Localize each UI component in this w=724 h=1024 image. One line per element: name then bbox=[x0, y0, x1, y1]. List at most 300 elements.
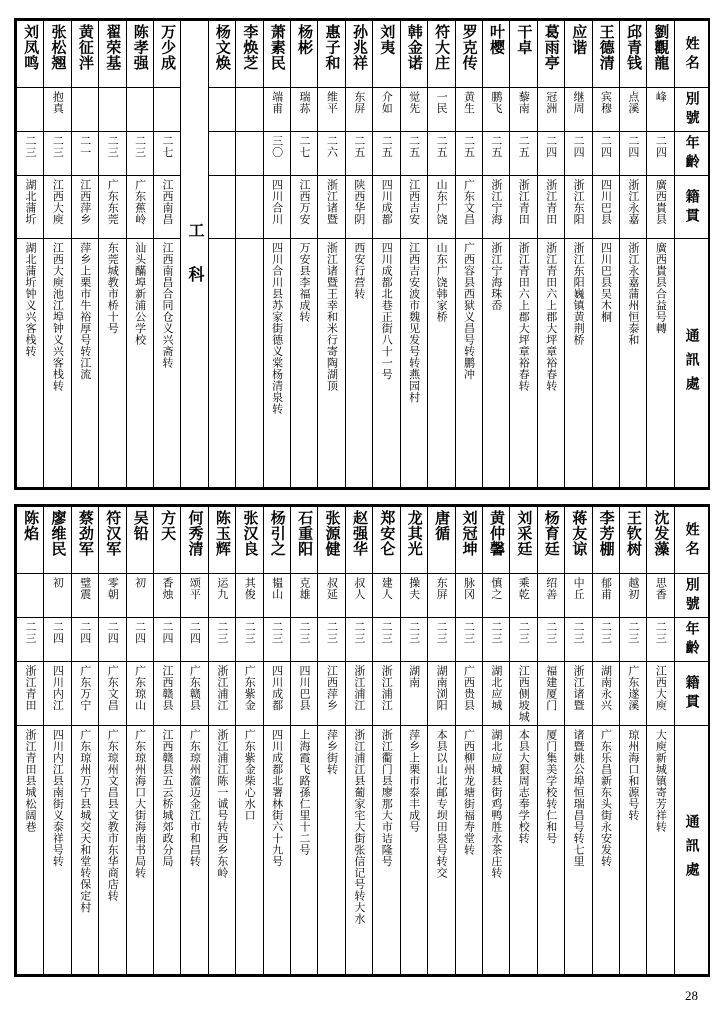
roster-cell-name bbox=[126, 21, 153, 88]
roster-age-text: 二三 bbox=[544, 621, 558, 644]
roster-cell-name bbox=[647, 21, 674, 88]
roster-alias-text: 初 bbox=[51, 577, 65, 589]
roster-cell-name bbox=[236, 21, 263, 88]
roster-cell-age bbox=[428, 132, 455, 176]
roster-cell-alias bbox=[482, 88, 509, 132]
roster-cell-name bbox=[482, 21, 509, 88]
roster-native-text: 广西贵县 bbox=[462, 665, 476, 711]
roster-cell-age bbox=[17, 132, 44, 176]
roster-age-text: 二三 bbox=[215, 621, 229, 644]
roster-native-text: 四川内江 bbox=[51, 665, 65, 711]
roster-address-text: 湖北应城县街鸡鸭胜永茶庄转 bbox=[489, 728, 503, 878]
roster-alias-text: 黄生 bbox=[462, 91, 476, 114]
roster-cell-address bbox=[181, 725, 208, 974]
roster-alias-text: 端甫 bbox=[270, 91, 284, 114]
roster-native-text: 广东琼山 bbox=[133, 665, 147, 711]
roster-cell-address bbox=[318, 725, 345, 974]
roster-alias-text: 维平 bbox=[325, 91, 339, 114]
roster-cell-age bbox=[510, 132, 537, 176]
roster-cell-alias bbox=[345, 574, 372, 618]
roster-cell-name bbox=[345, 21, 372, 88]
roster-cell-name bbox=[373, 21, 400, 88]
roster-cell-native bbox=[510, 662, 537, 726]
roster-alias-text: 香烛 bbox=[161, 577, 174, 600]
roster-row-native bbox=[17, 662, 709, 726]
roster-cell-age bbox=[619, 618, 646, 662]
roster-name-text: 王德清 bbox=[597, 24, 616, 71]
roster-age-text: 二四 bbox=[106, 621, 120, 644]
roster-address-text: 山东广饶韩家桥 bbox=[435, 242, 449, 323]
roster-cell-alias bbox=[263, 88, 290, 132]
roster-row-label-alias bbox=[674, 88, 708, 132]
roster-alias-text: 郁甫 bbox=[599, 577, 613, 600]
roster-cell-address bbox=[71, 239, 98, 488]
roster-cell-alias bbox=[99, 88, 126, 132]
roster-cell-age bbox=[428, 618, 455, 662]
roster-native-text: 江西大庾 bbox=[51, 179, 65, 225]
roster-row-alias bbox=[17, 88, 709, 132]
roster-cell-age bbox=[400, 618, 427, 662]
row-label-text: 通訊處 bbox=[683, 814, 700, 886]
roster-name-text: 张松翘 bbox=[49, 24, 68, 71]
roster-name-text: 罗克传 bbox=[460, 24, 479, 71]
roster-table-block-1 bbox=[14, 18, 710, 490]
roster-cell-native bbox=[126, 662, 153, 726]
roster-native-text: 广东赣县 bbox=[188, 665, 202, 711]
roster-native-text: 江西南昌 bbox=[161, 179, 174, 225]
roster-cell-native bbox=[71, 176, 98, 239]
roster-name-text: 叶樱 bbox=[487, 24, 506, 55]
roster-name-text: 刘采廷 bbox=[515, 510, 534, 557]
roster-cell-age bbox=[345, 618, 372, 662]
roster-cell-alias bbox=[428, 574, 455, 618]
roster-cell-alias bbox=[428, 88, 455, 132]
roster-age-text: 三〇 bbox=[270, 135, 284, 158]
roster-name-text: 符汉军 bbox=[104, 510, 123, 557]
roster-name-text: 陈焰 bbox=[22, 510, 41, 541]
roster-address-text: 浙江永嘉蒲州恒泰和 bbox=[626, 242, 640, 346]
roster-cell-native bbox=[537, 176, 564, 239]
roster-name-text: 萧素民 bbox=[268, 24, 287, 71]
roster-alias-text: 思香 bbox=[654, 577, 668, 600]
roster-cell-address bbox=[71, 725, 98, 974]
roster-cell-address bbox=[208, 725, 235, 974]
roster-cell-native bbox=[263, 176, 290, 239]
roster-cell-native bbox=[400, 176, 427, 239]
roster-cell-age bbox=[181, 618, 208, 662]
roster-native-text: 江西万安 bbox=[298, 179, 312, 225]
roster-name-text: 黄仲馨 bbox=[487, 510, 506, 557]
roster-cell-name bbox=[565, 21, 592, 88]
roster-alias-text: 慎之 bbox=[489, 577, 503, 600]
roster-cell-age bbox=[510, 618, 537, 662]
roster-name-text: 赵强华 bbox=[350, 510, 369, 557]
roster-alias-text: 觉先 bbox=[407, 91, 421, 114]
roster-cell-name bbox=[592, 21, 619, 88]
roster-age-text: 二三 bbox=[106, 135, 120, 158]
roster-age-text: 二五 bbox=[517, 135, 531, 158]
roster-address-text: 浙江东阳巍镇黄荆桥 bbox=[572, 242, 586, 346]
roster-alias-text: 藜南 bbox=[517, 91, 531, 114]
roster-address-text: 诸暨姚公埠恒瑞昌号转七里 bbox=[572, 728, 586, 867]
roster-cell-alias bbox=[263, 574, 290, 618]
roster-address-text: 万安县李福成转 bbox=[298, 242, 312, 323]
roster-cell-address bbox=[565, 725, 592, 974]
roster-cell-name bbox=[208, 21, 235, 88]
roster-cell-age bbox=[482, 132, 509, 176]
roster-age-text: 二三 bbox=[407, 621, 421, 644]
roster-cell-name bbox=[565, 507, 592, 574]
roster-native-text: 浙江浦江 bbox=[352, 665, 366, 711]
roster-row-label-native bbox=[674, 662, 708, 726]
roster-cell-alias bbox=[619, 88, 646, 132]
roster-alias-text: 脉冈 bbox=[462, 577, 476, 600]
roster-cell-address bbox=[455, 725, 482, 974]
roster-name-text: 廖维民 bbox=[49, 510, 68, 557]
roster-age-text: 二七 bbox=[298, 135, 312, 158]
roster-native-text: 江西大庾 bbox=[654, 665, 668, 711]
roster-row-alias bbox=[17, 574, 709, 618]
roster-age-text: 二四 bbox=[626, 135, 640, 158]
roster-alias-text: 运九 bbox=[215, 577, 229, 600]
roster-native-text: 陕西华阴 bbox=[352, 179, 366, 225]
roster-cell-age bbox=[318, 132, 345, 176]
roster-cell-name bbox=[208, 507, 235, 574]
roster-cell-native bbox=[154, 662, 181, 726]
roster-alias-text: 鹏飞 bbox=[489, 91, 503, 114]
roster-cell-name bbox=[619, 21, 646, 88]
roster-native-text: 四川成都 bbox=[270, 665, 284, 711]
roster-cell-address bbox=[565, 239, 592, 488]
roster-cell-alias bbox=[236, 574, 263, 618]
roster-cell-name bbox=[71, 507, 98, 574]
roster-cell-alias bbox=[126, 88, 153, 132]
roster-cell-alias bbox=[291, 88, 318, 132]
roster-cell-name bbox=[263, 507, 290, 574]
roster-cell-alias bbox=[99, 574, 126, 618]
roster-cell-alias bbox=[345, 88, 372, 132]
roster-cell-address bbox=[647, 239, 674, 488]
roster-cell-address bbox=[455, 239, 482, 488]
roster-age-text: 二一 bbox=[78, 135, 92, 158]
roster-cell-alias bbox=[208, 88, 235, 132]
roster-address-text: 广东紫金柴心水口 bbox=[243, 728, 257, 821]
roster-age-text: 二五 bbox=[489, 135, 503, 158]
roster-alias-text: 克雄 bbox=[298, 577, 312, 600]
roster-alias-text: 越初 bbox=[626, 577, 640, 600]
roster-address-text: 四川合川县苏家街德义棠杨清泉转 bbox=[270, 242, 284, 415]
roster-age-text: 二三 bbox=[654, 621, 668, 644]
roster-cell-name bbox=[318, 21, 345, 88]
roster-cell-name bbox=[373, 507, 400, 574]
roster-cell-address bbox=[619, 725, 646, 974]
roster-cell-native bbox=[208, 176, 235, 239]
roster-age-text: 二五 bbox=[435, 135, 449, 158]
roster-grid-2 bbox=[16, 506, 709, 975]
roster-cell-address bbox=[263, 239, 290, 488]
roster-row-label-name bbox=[674, 507, 708, 574]
roster-native-text: 浙江诸暨 bbox=[572, 665, 586, 711]
roster-native-text: 江西侧坡城 bbox=[517, 665, 531, 723]
roster-native-text: 广东遂溪 bbox=[626, 665, 640, 711]
roster-cell-address bbox=[44, 725, 71, 974]
roster-age-text: 二五 bbox=[407, 135, 421, 158]
roster-age-text: 二四 bbox=[654, 135, 668, 158]
roster-name-text: 刘夷 bbox=[378, 24, 397, 55]
roster-cell-age bbox=[565, 618, 592, 662]
roster-cell-native bbox=[99, 176, 126, 239]
roster-address-text: 廣西貴县合益号轉 bbox=[654, 242, 668, 334]
roster-cell-age bbox=[236, 618, 263, 662]
roster-cell-age bbox=[17, 618, 44, 662]
roster-cell-native bbox=[263, 662, 290, 726]
roster-name-text: 干卓 bbox=[515, 24, 534, 55]
roster-native-text: 福建厦门 bbox=[544, 665, 558, 711]
roster-native-text: 四川合川 bbox=[270, 179, 284, 225]
roster-cell-age bbox=[154, 618, 181, 662]
row-label-text: 通訊處 bbox=[683, 327, 700, 400]
roster-age-text: 二三 bbox=[489, 621, 503, 644]
roster-address-text: 广东乐昌新东头街永安发转 bbox=[599, 728, 613, 867]
roster-cell-alias bbox=[208, 574, 235, 618]
roster-cell-native bbox=[126, 176, 153, 239]
roster-name-text: 张源健 bbox=[323, 510, 342, 557]
roster-cell-age bbox=[208, 132, 235, 176]
roster-native-text: 江西赣县 bbox=[161, 665, 174, 711]
roster-cell-alias bbox=[44, 574, 71, 618]
roster-cell-address bbox=[236, 239, 263, 488]
roster-cell-alias bbox=[181, 574, 208, 618]
roster-cell-alias bbox=[373, 574, 400, 618]
roster-cell-age bbox=[565, 132, 592, 176]
roster-cell-name bbox=[236, 507, 263, 574]
roster-cell-name bbox=[318, 507, 345, 574]
roster-address-text: 广东琼州澹迈金江市和昌转 bbox=[188, 728, 202, 867]
roster-cell-age bbox=[44, 132, 71, 176]
roster-name-text: 刘凤鸣 bbox=[22, 24, 41, 71]
roster-address-text: 厦门集美学校转仁和号 bbox=[544, 728, 558, 844]
roster-cell-native bbox=[318, 176, 345, 239]
roster-cell-native bbox=[428, 662, 455, 726]
roster-name-text: 何秀清 bbox=[186, 510, 205, 557]
roster-cell-address bbox=[345, 725, 372, 974]
roster-cell-alias bbox=[537, 574, 564, 618]
roster-cell-address bbox=[318, 239, 345, 488]
roster-alias-text: 璧震 bbox=[78, 577, 92, 600]
roster-table-block-2 bbox=[14, 504, 710, 977]
roster-cell-alias bbox=[647, 574, 674, 618]
roster-cell-alias bbox=[17, 88, 44, 132]
roster-alias-text: 乘乾 bbox=[517, 577, 531, 600]
roster-address-text: 萍乡街转 bbox=[325, 728, 339, 775]
roster-cell-age bbox=[373, 132, 400, 176]
roster-native-text: 浙江青田 bbox=[544, 179, 558, 225]
roster-alias-text: 抱真 bbox=[51, 91, 65, 114]
roster-name-text: 劉觀龍 bbox=[652, 24, 671, 71]
roster-row-age bbox=[17, 618, 709, 662]
roster-cell-name bbox=[181, 507, 208, 574]
roster-alias-text: 介如 bbox=[380, 91, 394, 114]
roster-cell-alias bbox=[592, 574, 619, 618]
roster-name-text: 张汉良 bbox=[241, 510, 260, 557]
roster-cell-name bbox=[17, 507, 44, 574]
roster-row-label-age bbox=[674, 618, 708, 662]
roster-cell-native bbox=[619, 662, 646, 726]
roster-name-text: 唐循 bbox=[433, 510, 452, 541]
roster-cell-alias bbox=[126, 574, 153, 618]
row-label-text: 籍貫 bbox=[683, 674, 700, 713]
roster-native-text: 江西萍乡 bbox=[325, 665, 339, 711]
roster-cell-address bbox=[619, 239, 646, 488]
roster-cell-alias bbox=[482, 574, 509, 618]
roster-cell-alias bbox=[291, 574, 318, 618]
roster-cell-address bbox=[291, 725, 318, 974]
roster-address-text: 汕头䤍埠新浦公学校 bbox=[133, 242, 147, 346]
roster-address-text: 四川内江县南街义泰祥号转 bbox=[51, 728, 65, 867]
roster-address-text: 浙江青田六上郡大坪章裕春转 bbox=[517, 242, 531, 392]
roster-native-text: 浙江青田 bbox=[517, 179, 531, 225]
roster-cell-native bbox=[154, 176, 181, 239]
roster-cell-alias bbox=[400, 574, 427, 618]
roster-row-label-name bbox=[674, 21, 708, 88]
roster-cell-alias bbox=[154, 574, 181, 618]
roster-cell-alias bbox=[71, 574, 98, 618]
roster-row-label-address bbox=[674, 725, 708, 974]
roster-address-text: 浙江浦江陈一诚号转西乡东岭 bbox=[215, 728, 229, 878]
roster-age-text: 二三 bbox=[243, 621, 257, 644]
roster-native-text: 四川成都 bbox=[380, 179, 394, 225]
roster-cell-alias bbox=[236, 88, 263, 132]
roster-cell-age bbox=[208, 618, 235, 662]
roster-name-text: 万少成 bbox=[159, 24, 178, 71]
roster-cell-age bbox=[263, 132, 290, 176]
roster-name-text: 孙兆祥 bbox=[350, 24, 369, 71]
roster-alias-text: 韫山 bbox=[270, 577, 284, 600]
roster-cell-name bbox=[400, 21, 427, 88]
roster-native-text: 广东紫金 bbox=[243, 665, 257, 711]
roster-cell-address bbox=[428, 239, 455, 488]
roster-name-text: 郑安仑 bbox=[378, 510, 397, 557]
roster-age-text: 二三 bbox=[51, 135, 65, 158]
roster-cell-alias bbox=[455, 574, 482, 618]
roster-name-text: 吴铅 bbox=[131, 510, 150, 541]
roster-cell-native bbox=[455, 662, 482, 726]
roster-name-text: 符大庄 bbox=[433, 24, 452, 71]
roster-cell-alias bbox=[44, 88, 71, 132]
roster-age-text: 二四 bbox=[51, 621, 65, 644]
roster-cell-address bbox=[428, 725, 455, 974]
roster-cell-alias bbox=[400, 88, 427, 132]
roster-age-text: 二三 bbox=[23, 135, 37, 158]
roster-cell-name bbox=[99, 21, 126, 88]
roster-address-text: 浙江青田六上郡大坪章裕春转 bbox=[544, 242, 558, 392]
roster-age-text: 二四 bbox=[572, 135, 586, 158]
section-label-cell bbox=[181, 21, 208, 488]
roster-cell-address bbox=[17, 725, 44, 974]
roster-cell-age bbox=[592, 132, 619, 176]
roster-cell-age bbox=[482, 618, 509, 662]
roster-cell-name bbox=[44, 507, 71, 574]
row-label-text: 別號 bbox=[683, 577, 700, 615]
roster-native-text: 浙江永嘉 bbox=[626, 179, 640, 225]
row-label-text: 籍貫 bbox=[683, 188, 700, 227]
roster-address-text: 江西吉安波市魏见发号转燕园村 bbox=[407, 242, 421, 403]
roster-cell-address bbox=[236, 725, 263, 974]
roster-address-text: 广东琼州海口大街海南书局转 bbox=[133, 728, 147, 878]
roster-cell-address bbox=[482, 239, 509, 488]
roster-native-text: 广东东莞 bbox=[106, 179, 120, 225]
roster-name-text: 翟荣基 bbox=[104, 24, 123, 71]
roster-address-text: 琼州海口和源号转 bbox=[626, 728, 640, 821]
roster-address-text: 浙江青田县城松阔巷 bbox=[23, 728, 37, 832]
roster-cell-age bbox=[99, 618, 126, 662]
roster-address-text: 广西柳州龙塘街福寿堂转 bbox=[462, 728, 476, 855]
roster-cell-name bbox=[510, 507, 537, 574]
roster-name-text: 应谐 bbox=[570, 24, 589, 55]
roster-cell-age bbox=[318, 618, 345, 662]
roster-address-text: 四川巴县吴木桐 bbox=[599, 242, 613, 323]
roster-cell-address bbox=[263, 725, 290, 974]
roster-address-text: 江西南昌合同仓义兴斋转 bbox=[161, 242, 174, 369]
roster-alias-text: 峰 bbox=[654, 91, 668, 103]
roster-cell-native bbox=[373, 176, 400, 239]
roster-cell-native bbox=[71, 662, 98, 726]
roster-native-text: 湖南浏阳 bbox=[435, 665, 449, 711]
roster-cell-address bbox=[291, 239, 318, 488]
roster-row-address bbox=[17, 239, 709, 488]
roster-address-text: 本县以山北邮专坝田泉号转交 bbox=[435, 728, 449, 878]
roster-age-text: 二三 bbox=[572, 621, 586, 644]
roster-cell-alias bbox=[455, 88, 482, 132]
roster-native-text: 广东文昌 bbox=[462, 179, 476, 225]
roster-cell-age bbox=[236, 132, 263, 176]
roster-name-text: 陈孝强 bbox=[131, 24, 150, 71]
roster-native-text: 四川巴县 bbox=[599, 179, 613, 225]
roster-cell-address bbox=[592, 239, 619, 488]
roster-cell-age bbox=[154, 132, 181, 176]
roster-name-text: 杨引之 bbox=[268, 510, 287, 557]
roster-native-text: 湖北应城 bbox=[489, 665, 503, 711]
roster-cell-alias bbox=[373, 88, 400, 132]
roster-cell-alias bbox=[71, 88, 98, 132]
roster-cell-native bbox=[428, 176, 455, 239]
roster-name-text: 黄征泮 bbox=[76, 24, 95, 71]
roster-age-text: 二三 bbox=[380, 621, 394, 644]
roster-name-text: 杨文焕 bbox=[213, 24, 232, 71]
roster-cell-native bbox=[510, 176, 537, 239]
roster-cell-native bbox=[592, 662, 619, 726]
roster-cell-address bbox=[647, 725, 674, 974]
roster-cell-address bbox=[17, 239, 44, 488]
roster-cell-name bbox=[154, 507, 181, 574]
roster-cell-alias bbox=[510, 88, 537, 132]
roster-age-text: 二三 bbox=[435, 621, 449, 644]
roster-address-text: 萍乡上栗市牛裕厚号转江流 bbox=[78, 242, 92, 380]
roster-cell-address bbox=[537, 725, 564, 974]
roster-cell-age bbox=[99, 132, 126, 176]
roster-cell-age bbox=[291, 132, 318, 176]
roster-name-text: 韩金诺 bbox=[405, 24, 424, 71]
roster-cell-native bbox=[647, 176, 674, 239]
roster-age-text: 二三 bbox=[133, 135, 147, 158]
roster-alias-text: 冠洲 bbox=[544, 91, 558, 114]
roster-address-text: 浙江宁海珠岙 bbox=[489, 242, 503, 311]
roster-cell-native bbox=[565, 662, 592, 726]
row-label-text: 別號 bbox=[683, 91, 700, 129]
roster-cell-address bbox=[44, 239, 71, 488]
roster-name-text: 李芳棚 bbox=[597, 510, 616, 557]
roster-cell-address bbox=[126, 239, 153, 488]
